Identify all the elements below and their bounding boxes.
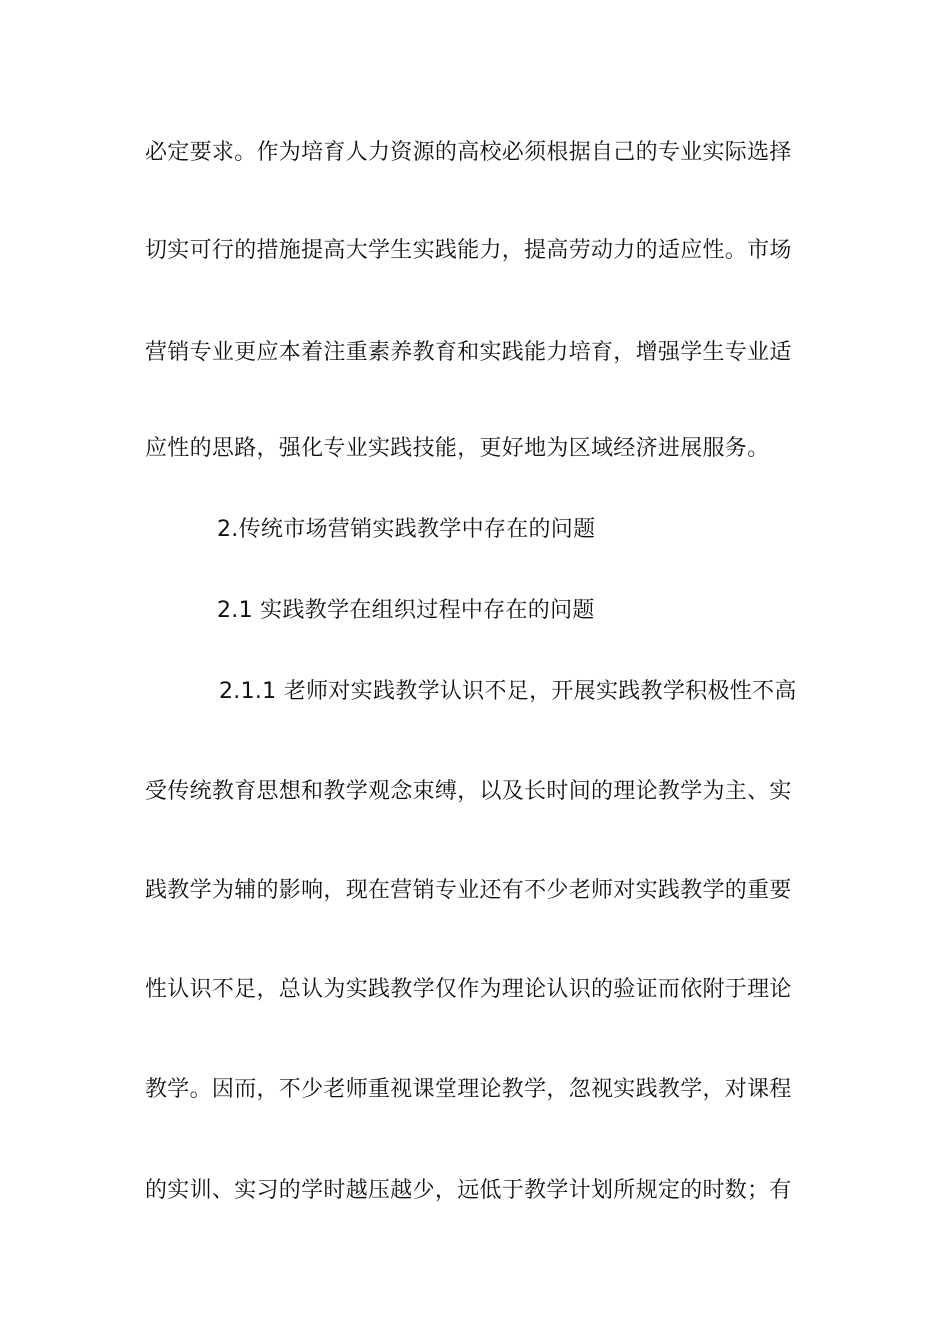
- paragraph-line: 践教学为辅的影响，现在营销专业还有不少老师对实践教学的重要: [145, 878, 792, 903]
- paragraph-line: 必定要求。作为培育人力资源的高校必须根据自己的专业实际选择: [145, 140, 792, 165]
- subsection-heading: 2.1 实践教学在组织过程中存在的问题: [217, 598, 595, 623]
- paragraph-line: 教学。因而，不少老师重视课堂理论教学，忽视实践教学，对课程: [145, 1077, 792, 1102]
- paragraph-line: 切实可行的措施提高大学生实践能力，提高劳动力的适应性。市场: [145, 238, 792, 263]
- paragraph-line: 受传统教育思想和教学观念束缚，以及长时间的理论教学为主、实: [145, 779, 792, 804]
- subsubsection-heading: 2.1.1 老师对实践教学认识不足，开展实践教学积极性不高: [219, 679, 797, 704]
- paragraph-line: 性认识不足，总认为实践教学仅作为理论认识的验证而依附于理论: [145, 977, 792, 1002]
- paragraph-line: 应性的思路，强化专业实践技能，更好地为区域经济进展服务。: [145, 436, 770, 461]
- paragraph-line: 的实训、实习的学时越压越少，远低于教学计划所规定的时数；有: [145, 1178, 792, 1203]
- section-heading: 2.传统市场营销实践教学中存在的问题: [217, 517, 596, 542]
- paragraph-line: 营销专业更应本着注重素养教育和实践能力培育，增强学生专业适: [145, 340, 792, 365]
